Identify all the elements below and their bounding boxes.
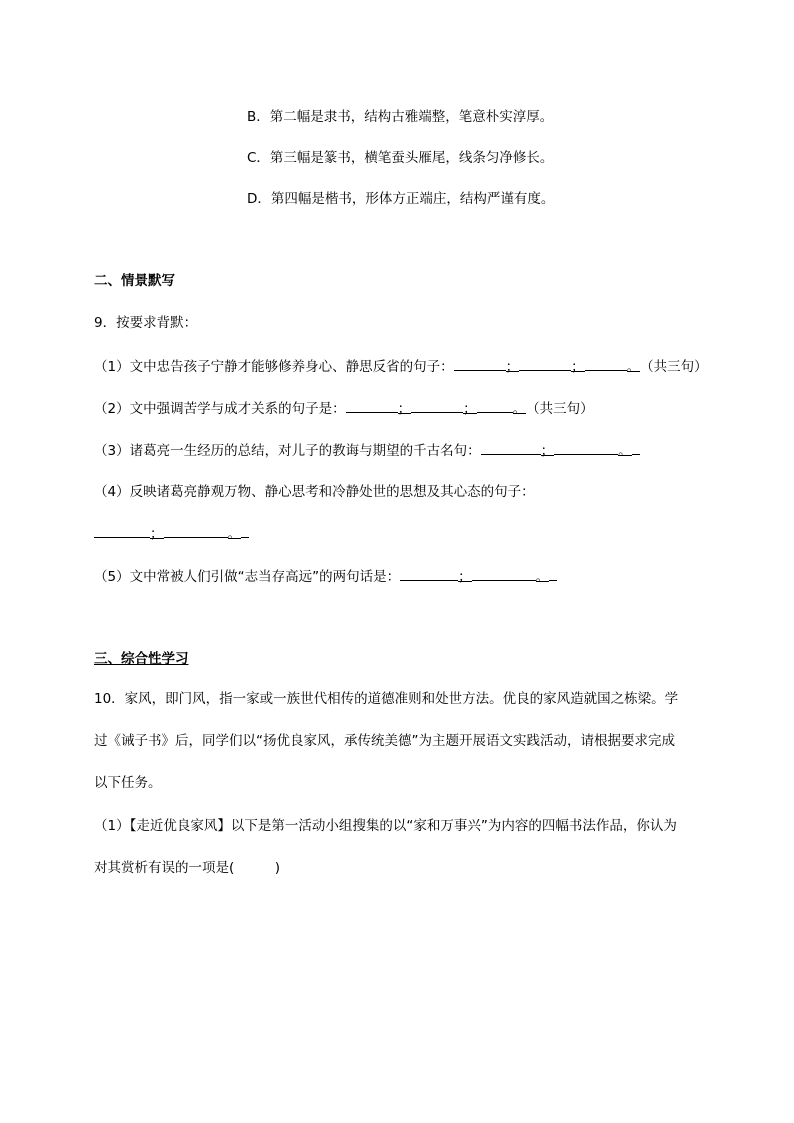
period: 。 bbox=[618, 443, 632, 459]
blank-line bbox=[164, 523, 228, 538]
q9-item-5 bbox=[94, 566, 557, 587]
q9-item-3 bbox=[94, 440, 640, 461]
q10-sub1-line-2: 对其赏析有误的一项是( ) bbox=[94, 860, 281, 876]
separator: ； bbox=[463, 401, 477, 417]
separator: ； bbox=[150, 526, 164, 542]
period: 。 bbox=[535, 569, 550, 585]
q10-line-1: 10．家风，即门风，指一家或一族世代相传的道德准则和处世方法。优良的家风造就国之栋梁。学 bbox=[94, 691, 679, 707]
option-d: D．第四幅是楷书，形体方正端庄，结构严谨有度。 bbox=[247, 191, 555, 207]
q10-sub1-line-1: （1）【走近优良家风】以下是第一活动小组搜集的以“家和万事兴”为内容的四幅书法作品，你认为 bbox=[94, 818, 677, 834]
q9-item-3-text: （3）诸葛亮一生经历的总结，对儿子的教诲与期望的千古名句： bbox=[94, 443, 481, 459]
blank-line bbox=[346, 398, 398, 413]
blank-line bbox=[632, 440, 640, 455]
section-3-title: 三、综合性学习 bbox=[94, 651, 189, 667]
question-9: 9．按要求背默： bbox=[94, 315, 198, 331]
section-2-title: 二、情景默写 bbox=[94, 273, 175, 289]
period: 。 bbox=[512, 401, 527, 417]
q10-line-2: 过《诫子书》后，同学们以“扬优良家风，承传统美德”为主题开展语文实践活动，请根据要求完成 bbox=[94, 733, 675, 749]
period: 。 bbox=[227, 526, 241, 542]
blank-line bbox=[454, 356, 506, 371]
blank-line bbox=[519, 356, 571, 371]
option-c: C．第三幅是篆书，横笔蚕头雁尾，线条匀净修长。 bbox=[247, 150, 554, 166]
note: （共三句） bbox=[640, 359, 708, 375]
q9-item-5-text: （5）文中常被人们引做“志当存高远”的两句话是： bbox=[94, 569, 401, 585]
q9-item-4: （4）反映诸葛亮静观万物、静心思考和冷静处世的思想及其心态的句子： bbox=[94, 484, 535, 500]
blank-line bbox=[241, 523, 249, 538]
q9-item-1 bbox=[94, 356, 708, 377]
q9-item-2 bbox=[94, 398, 594, 419]
blank-line bbox=[400, 566, 458, 581]
period: 。 bbox=[626, 359, 641, 375]
blank-line bbox=[585, 356, 627, 371]
blank-line bbox=[411, 398, 463, 413]
blank-line bbox=[554, 440, 618, 455]
blank-line bbox=[481, 440, 541, 455]
separator: ； bbox=[540, 443, 555, 459]
q10-line-3: 以下任务。 bbox=[94, 775, 162, 791]
note: （共三句） bbox=[526, 401, 594, 417]
q9-item-4-blanks bbox=[94, 523, 249, 544]
option-b: B．第二幅是隶书，结构古雅端整，笔意朴实淳厚。 bbox=[247, 109, 554, 125]
separator: ； bbox=[458, 569, 472, 585]
separator: ； bbox=[397, 401, 412, 417]
separator: ； bbox=[505, 359, 520, 375]
q9-item-2-text: （2）文中强调苦学与成才关系的句子是： bbox=[94, 401, 346, 417]
blank-line bbox=[477, 398, 513, 413]
blank-line bbox=[472, 566, 536, 581]
q9-item-1-text: （1）文中忠告孩子宁静才能够修养身心、静思反省的句子： bbox=[94, 359, 454, 375]
blank-line bbox=[549, 566, 557, 581]
separator: ； bbox=[571, 359, 585, 375]
blank-line bbox=[94, 523, 150, 538]
